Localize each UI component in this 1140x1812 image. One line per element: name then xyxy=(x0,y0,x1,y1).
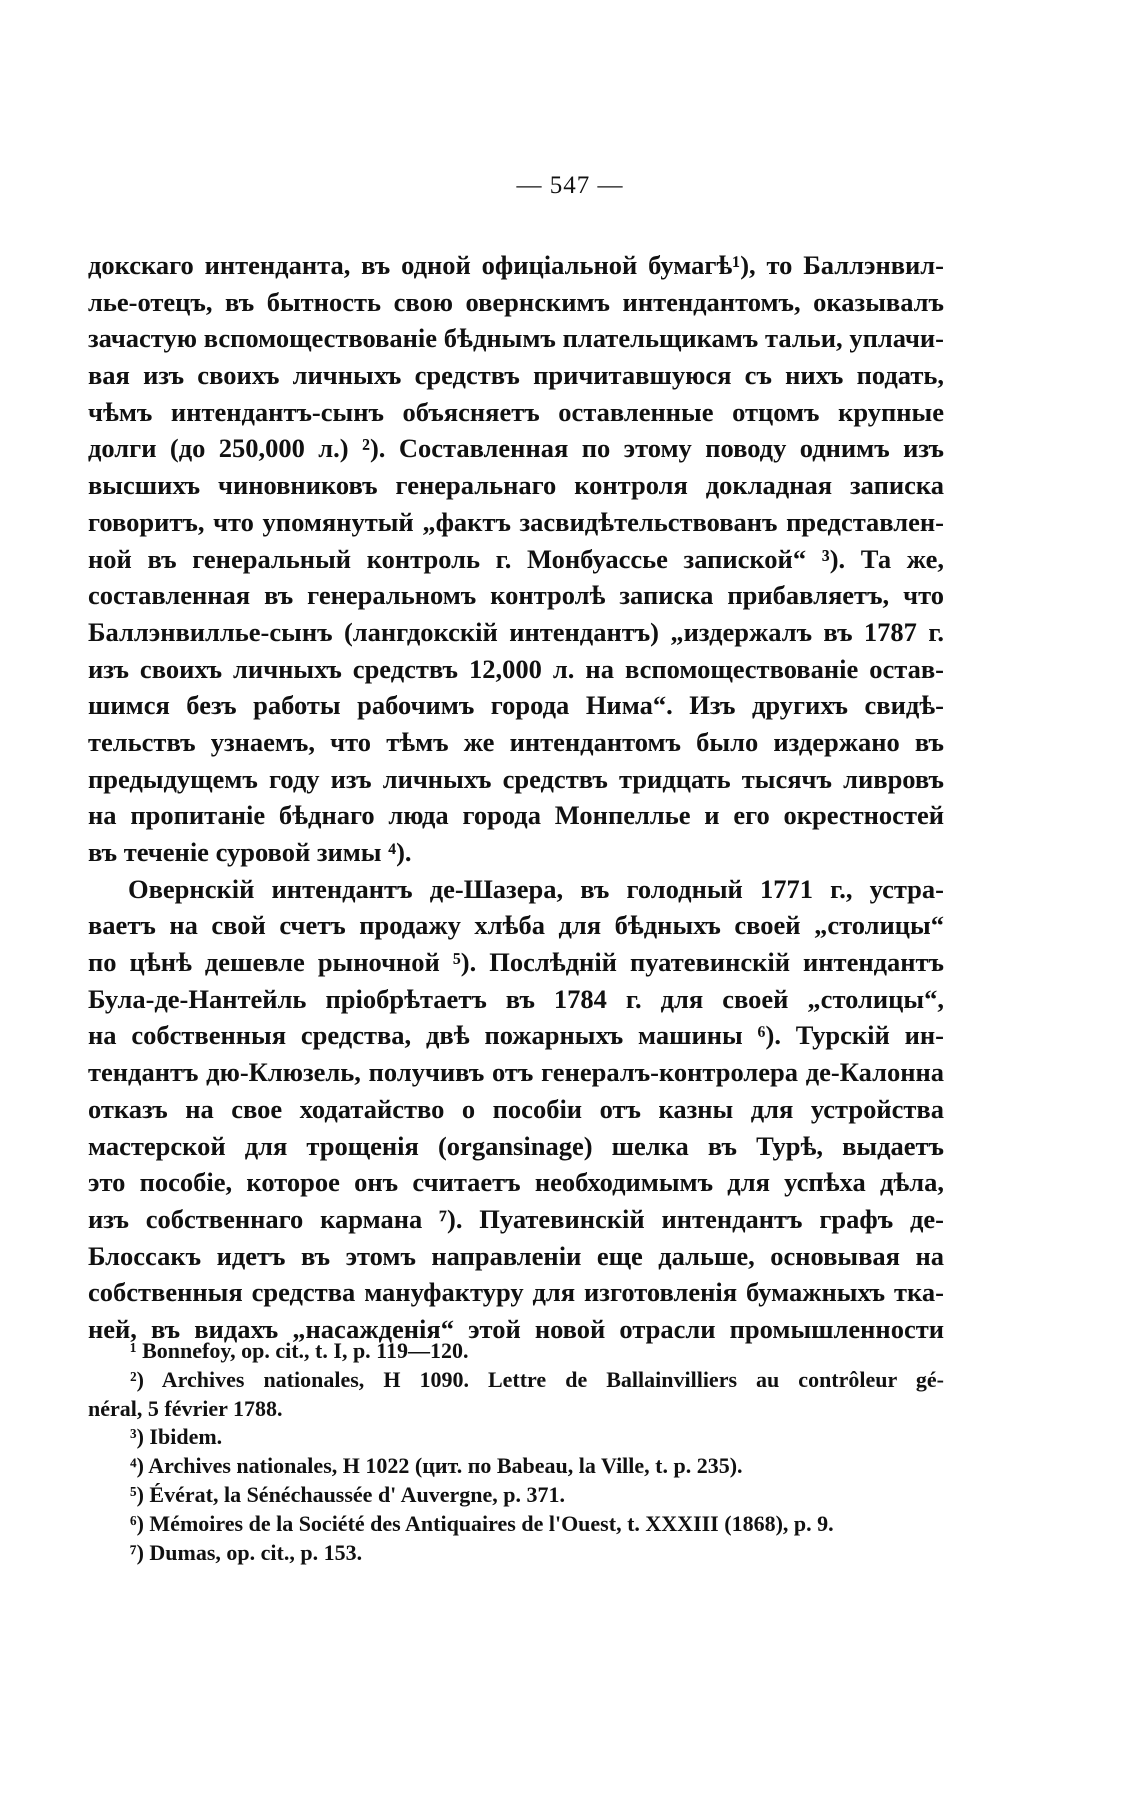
text-line: ваетъ на свой счетъ продажу хлѣба для бѣдныхъ своей „столицы“ xyxy=(88,910,944,941)
text-line: долги (до 250,000 л.) ²). Составленная по этому поводу однимъ изъ xyxy=(88,433,944,464)
text-line: это пособіе, которое онъ считаетъ необходимымъ для успѣха дѣла, xyxy=(88,1167,944,1198)
text-line: зачастую вспомоществованіе бѣднымъ плательщикамъ тальи, уплачи- xyxy=(88,323,944,354)
footnote-2: ²) Archives nationales, H 1090. Lettre de Ballainvilliers au contrôleur gé- xyxy=(130,1366,944,1392)
text-line: Блоссакъ идетъ въ этомъ направленіи еще дальше, основывая на xyxy=(88,1240,944,1271)
footnote-1: ¹ Bonnefoy, op. cit., t. I, p. 119—120. xyxy=(130,1338,469,1363)
text-line: докскаго интенданта, въ одной офиціальной бумагѣ¹), то Баллэнвил- xyxy=(88,250,944,280)
text-line: на собственныя средства, двѣ пожарныхъ машины ⁶). Турскій ин- xyxy=(88,1020,944,1051)
text-line: по цѣнѣ дешевле рыночной ⁵). Послѣдній пуатевинскій интендантъ xyxy=(88,947,944,978)
page-number: — 547 — xyxy=(516,172,624,199)
footnotes xyxy=(88,1337,944,1567)
footnote-4: ⁴) Archives nationales, H 1022 (цит. по Babeau, la Ville, t. p. 235). xyxy=(130,1453,743,1479)
text-line: изъ собственнаго кармана ⁷). Пуатевинскій интендантъ графъ де- xyxy=(88,1203,944,1234)
text-line: въ теченіе суровой зимы ⁴). xyxy=(88,837,412,867)
text-line: лье-отецъ, въ бытность свою овернскимъ интендантомъ, оказывалъ xyxy=(88,286,944,317)
text-line: отказъ на свое ходатайство о пособіи отъ казны для устройства xyxy=(88,1093,944,1124)
text-line: предыдущемъ году изъ личныхъ средствъ тридцать тысячъ ливровъ xyxy=(88,763,944,794)
text-line: ней, въ видахъ „насажденія“ этой новой отрасли промышленности xyxy=(88,1313,944,1344)
text-line: изъ своихъ личныхъ средствъ 12,000 л. на вспомоществованіе остав- xyxy=(88,653,944,684)
main-text xyxy=(88,247,944,1348)
text-line: чѣмъ интендантъ-сынъ объясняетъ оставленные отцомъ крупные xyxy=(88,396,944,427)
text-line: Була-де-Нантейль пріобрѣтаетъ въ 1784 г. для своей „столицы“, xyxy=(88,983,944,1014)
text-line: вая изъ своихъ личныхъ средствъ причитавшуюся съ нихъ подать, xyxy=(88,360,944,391)
footnote-2-continued: néral, 5 février 1788. xyxy=(88,1395,283,1421)
text-line: на пропитаніе бѣднаго люда города Монпеллье и его окрестностей xyxy=(88,800,944,831)
text-line: мастерской для трощенія (organsinage) шелка въ Турѣ, выдаетъ xyxy=(88,1130,944,1161)
footnote-6: ⁶) Mémoires de la Société des Antiquaires de l'Ouest, t. XXXIII (1868), p. 9. xyxy=(130,1510,834,1536)
text-line: собственныя средства мануфактуру для изготовленія бумажныхъ тка- xyxy=(88,1277,944,1308)
paragraph-start-line: Овернскій интендантъ де-Шазера, въ голодный 1771 г., устра- xyxy=(128,873,944,904)
text-line: тендантъ дю-Клюзель, получивъ отъ генералъ-контролера де-Калонна xyxy=(88,1057,944,1088)
footnote-5: ⁵) Évérat, la Sénéchaussée d' Auvergne, p. 371. xyxy=(130,1481,565,1507)
text-line: шимся безъ работы рабочимъ города Нима“. Изъ другихъ свидѣ- xyxy=(88,690,944,721)
footnote-3: ³) Ibidem. xyxy=(130,1424,223,1450)
text-line: ной въ генеральный контроль г. Монбуассье запиской“ ³). Та же, xyxy=(88,543,944,574)
text-line: говоритъ, что упомянутый „фактъ засвидѣтельствованъ представлен- xyxy=(88,506,944,537)
text-line: тельствъ узнаемъ, что тѣмъ же интендантомъ было издержано въ xyxy=(88,726,944,757)
text-line: высшихъ чиновниковъ генеральнаго контроля докладная записка xyxy=(88,470,944,501)
text-line: Баллэнвиллье-сынъ (лангдокскій интендантъ) „издержалъ въ 1787 г. xyxy=(88,616,944,647)
footnote-7: ⁷) Dumas, op. cit., p. 153. xyxy=(130,1539,363,1565)
text-line: составленная въ генеральномъ контролѣ записка прибавляетъ, что xyxy=(88,580,944,611)
